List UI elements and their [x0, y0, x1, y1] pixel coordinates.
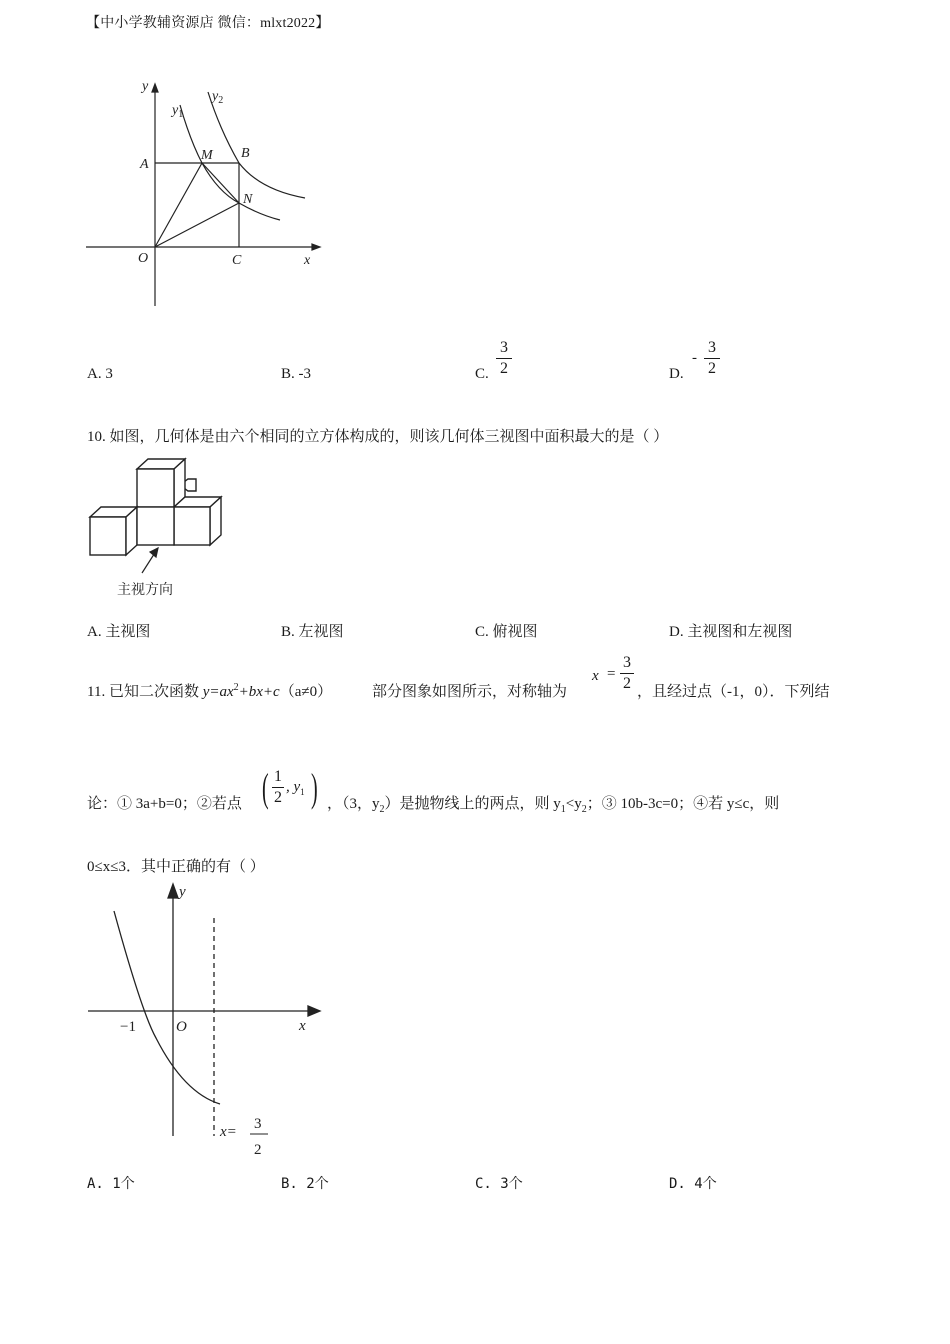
q10-stem: 10. 如图，几何体是由六个相同的立方体构成的，则该几何体三视图中面积最大的是（ ） — [87, 429, 669, 445]
q9-option-d-fraction: 3 2 — [704, 339, 720, 378]
label-sym-x: x= — [220, 1124, 237, 1140]
label-y1: $y_1$ — [172, 103, 184, 120]
q11-axis-fraction: 3 2 — [620, 654, 634, 693]
x-axis-arrow — [312, 244, 320, 250]
label-M: M — [201, 148, 213, 163]
q11-line1-mid: 部分图象如图所示，对称轴为 — [372, 684, 568, 700]
label-O: O — [138, 251, 149, 266]
curve-y2 — [208, 92, 305, 198]
q11-line1-end: ，且经过点（-1，0）．下列结 — [637, 684, 830, 700]
q10-option-d[interactable]: D. 主视图和左视图 — [669, 624, 793, 640]
q10-option-c[interactable]: C. 俯视图 — [475, 624, 538, 640]
q9-option-b[interactable]: B. -3 — [281, 366, 311, 382]
q10-view-label: 主视方向 — [117, 583, 173, 598]
q9-option-c-fraction: 3 2 — [496, 339, 512, 378]
q11-option-c[interactable]: C. 3个 — [475, 1176, 523, 1192]
q11-point-right-paren: ) — [311, 765, 318, 810]
q11-line3: 0≤x≤3．其中正确的有（ ） — [87, 859, 265, 875]
q10-option-a[interactable]: A. 主视图 — [87, 624, 151, 640]
q9-option-d[interactable]: D. — [669, 366, 684, 382]
parabola — [114, 911, 220, 1104]
label-x: x — [304, 253, 311, 268]
q11-point-left-paren: ( — [262, 765, 269, 810]
q9-option-d-sign: - — [692, 350, 697, 366]
q11-line2-a: 论：① 3a+b=0；②若点 — [87, 796, 242, 812]
x-axis-arrow — [308, 1006, 320, 1016]
q11-line2-rest: ，（3，$y_2$）是抛物线上的两点，则 $y_1<y_2$；③ 10b-3c=0；④若 y≤c，则 — [327, 796, 780, 815]
q10-option-b[interactable]: B. 左视图 — [281, 624, 344, 640]
label-C: C — [232, 253, 242, 268]
label-neg1: −1 — [120, 1019, 136, 1035]
label-B: B — [241, 146, 250, 161]
q11-point-y: , $y_1$ — [286, 779, 305, 797]
q11-option-a[interactable]: A. 1个 — [87, 1176, 135, 1192]
q11-option-d[interactable]: D. 4个 — [669, 1176, 717, 1192]
label-y: y — [142, 79, 149, 94]
label-sym-num: 3 — [254, 1116, 262, 1132]
left-cube-front — [90, 517, 126, 555]
middle-cube-front — [137, 507, 174, 545]
q11-line1: 11. 已知二次函数 $y=ax^2+bx+c(a\ne 0)$ — [87, 682, 333, 700]
label-O: O — [176, 1019, 187, 1035]
q9-figure — [80, 70, 330, 315]
q11-axis-eq: = — [607, 666, 616, 682]
page-header: 【中小学教辅资源店 微信：mlxt2022】 — [86, 16, 330, 31]
label-x: x — [299, 1018, 306, 1034]
q9-option-c[interactable]: C. — [475, 366, 489, 382]
q10-figure — [84, 455, 234, 605]
label-sym-den: 2 — [254, 1142, 262, 1158]
top-cube-front — [137, 469, 174, 507]
q11-figure — [84, 878, 329, 1163]
q9-option-a[interactable]: A. 3 — [87, 366, 113, 382]
q11-point-fraction: 1 2 — [274, 768, 282, 806]
label-N: N — [243, 192, 253, 207]
q11-axis-x: x — [592, 668, 599, 684]
label-A: A — [140, 157, 149, 172]
right-cube-front — [174, 507, 210, 545]
y-axis-arrow — [168, 884, 178, 898]
label-y: y — [179, 884, 186, 900]
q11-option-b[interactable]: B. 2个 — [281, 1176, 329, 1192]
y-axis-arrow — [152, 84, 158, 92]
line-MN — [202, 163, 239, 203]
label-y2: $y_2$ — [212, 89, 224, 106]
